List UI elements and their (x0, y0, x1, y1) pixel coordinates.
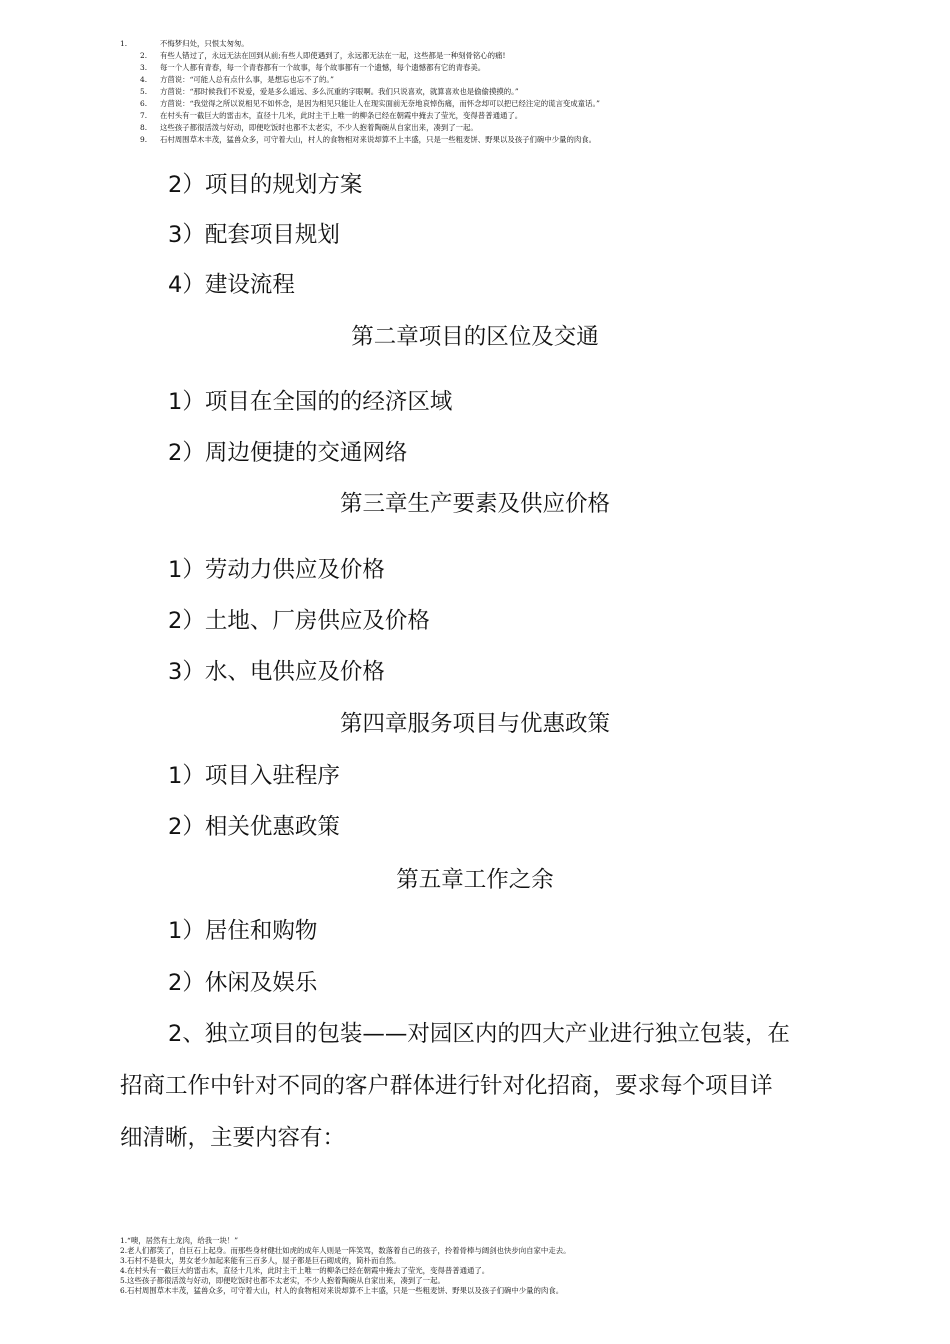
chapter-heading-2: 第二章项目的区位及交通 (351, 324, 599, 350)
top-note-text: 在村头有一截巨大的雷击木，直径十几米，此时主干上唯一的柳条已经在朝霞中掩去了莹光，变得普普通通了。 (160, 111, 523, 120)
list-item-plan: 2）项目的规划方案 (168, 172, 363, 198)
list-item-econ: 1）项目在全国的的经济区域 (168, 389, 453, 415)
top-note-number: 3. (140, 63, 148, 72)
chapter-heading-4: 第四章服务项目与优惠政策 (339, 711, 610, 737)
footnote: 1.“噢，居然有土龙肉，给我一块！” (120, 1236, 239, 1245)
list-item-living: 1）居住和购物 (168, 918, 318, 944)
top-note-number: 7. (140, 111, 148, 120)
list-item-entry: 1）项目入驻程序 (168, 763, 340, 789)
top-note-number: 5. (140, 87, 148, 96)
top-note (120, 62, 840, 74)
footnote: 5.这些孩子都很活泼与好动，即便吃饭时也都不太老实，不少人抱着陶碗从自家出来，凑到了一起。 (120, 1276, 445, 1285)
top-note-number: 9. (140, 135, 148, 144)
chapter-heading-3: 第三章生产要素及供应价格 (339, 491, 610, 517)
top-note (120, 86, 840, 98)
top-note-text: 有些人错过了，永远无法在回到从前;有些人即使遇到了，永远都无法在一起，这些都是一种刻骨铭心的痛! (160, 51, 506, 60)
list-item-utility: 3）水、电供应及价格 (168, 659, 385, 685)
top-note (120, 50, 840, 62)
top-note-number: 2. (140, 51, 148, 60)
top-note-text: 每一个人都有青春，每一个青春都有一个故事，每个故事都有一个遗憾，每个遗憾都有它的青春美。 (160, 63, 486, 72)
top-note (120, 98, 840, 110)
top-note (120, 122, 840, 134)
top-note (120, 110, 840, 122)
chapter-heading-5: 第五章工作之余 (396, 867, 554, 893)
footnotes-list (120, 1236, 840, 1296)
top-note-number: 8. (140, 123, 148, 132)
top-note (120, 74, 840, 86)
footnote: 4.在村头有一截巨大的雷击木，直径十几米，此时主干上唯一的柳条已经在朝霞中掩去了莹光，变得普普通通了。 (120, 1266, 490, 1275)
top-note-number: 4. (140, 75, 148, 84)
footnote: 2.老人们都笑了，自巨石上起身。而那些身材健壮如虎的成年人则是一阵笑骂，数落着自己的孩子，拎着骨棒与阔剑也快步向自家中走去。 (120, 1246, 571, 1255)
footnote: 6.石村周围草木丰茂，猛兽众多，可守着大山，村人的食物相对来说却算不上丰盛，只是一些粗麦饼、野果以及孩子们碗中少量的肉食。 (120, 1286, 564, 1295)
paragraph-line: 2、独立项目的包装——对园区内的四大产业进行独立包装，在 (168, 1021, 790, 1047)
list-item-leisure: 2）休闲及娱乐 (168, 970, 318, 996)
top-note-text: 方茴说：“我觉得之所以说相见不如怀念，是因为相见只能让人在现实面前无奈地哀悼伤痛，而怀念却可以把已经注定的谎言变成童话。” (160, 99, 600, 108)
top-notes-list (120, 38, 840, 146)
paragraph-line: 招商工作中针对不同的客户群体进行针对化招商，要求每个项目详 (120, 1073, 773, 1099)
top-note-text: 石村周围草木丰茂，猛兽众多，可守着大山，村人的食物相对来说却算不上丰盛，只是一些粗麦饼、野果以及孩子们碗中少量的肉食。 (160, 135, 597, 144)
footnote: 3.石村不是很大，男女老少加起来能有三百多人，屋子都是巨石砌成的，简朴而自然。 (120, 1256, 401, 1265)
paragraph-line: 细清晰，主要内容有： (120, 1125, 346, 1151)
top-note-text: 这些孩子都很活泼与好动，即便吃饭时也都不太老实，不少人抱着陶碗从自家出来，凑到了一起。 (160, 123, 478, 132)
list-item-policy: 2）相关优惠政策 (168, 814, 340, 840)
top-note (120, 134, 840, 146)
top-note-text: 不悔梦归处，只恨太匆匆。 (160, 39, 249, 48)
list-item-process: 4）建设流程 (168, 272, 295, 298)
top-note-number: 6. (140, 99, 148, 108)
list-item-support: 3）配套项目规划 (168, 222, 340, 248)
list-item-land: 2）土地、厂房供应及价格 (168, 608, 430, 634)
top-note (120, 38, 840, 50)
top-note-number: 1. (120, 39, 128, 48)
list-item-labor: 1）劳动力供应及价格 (168, 557, 385, 583)
top-note-text: 方茴说：“可能人总有点什么事，是想忘也忘不了的。” (160, 75, 334, 84)
list-item-traffic: 2）周边便捷的交通网络 (168, 440, 408, 466)
top-note-text: 方茴说：“那时候我们不说爱，爱是多么遥远、多么沉重的字眼啊。我们只说喜欢，就算喜欢也是偷偷摸摸的。” (160, 87, 519, 96)
